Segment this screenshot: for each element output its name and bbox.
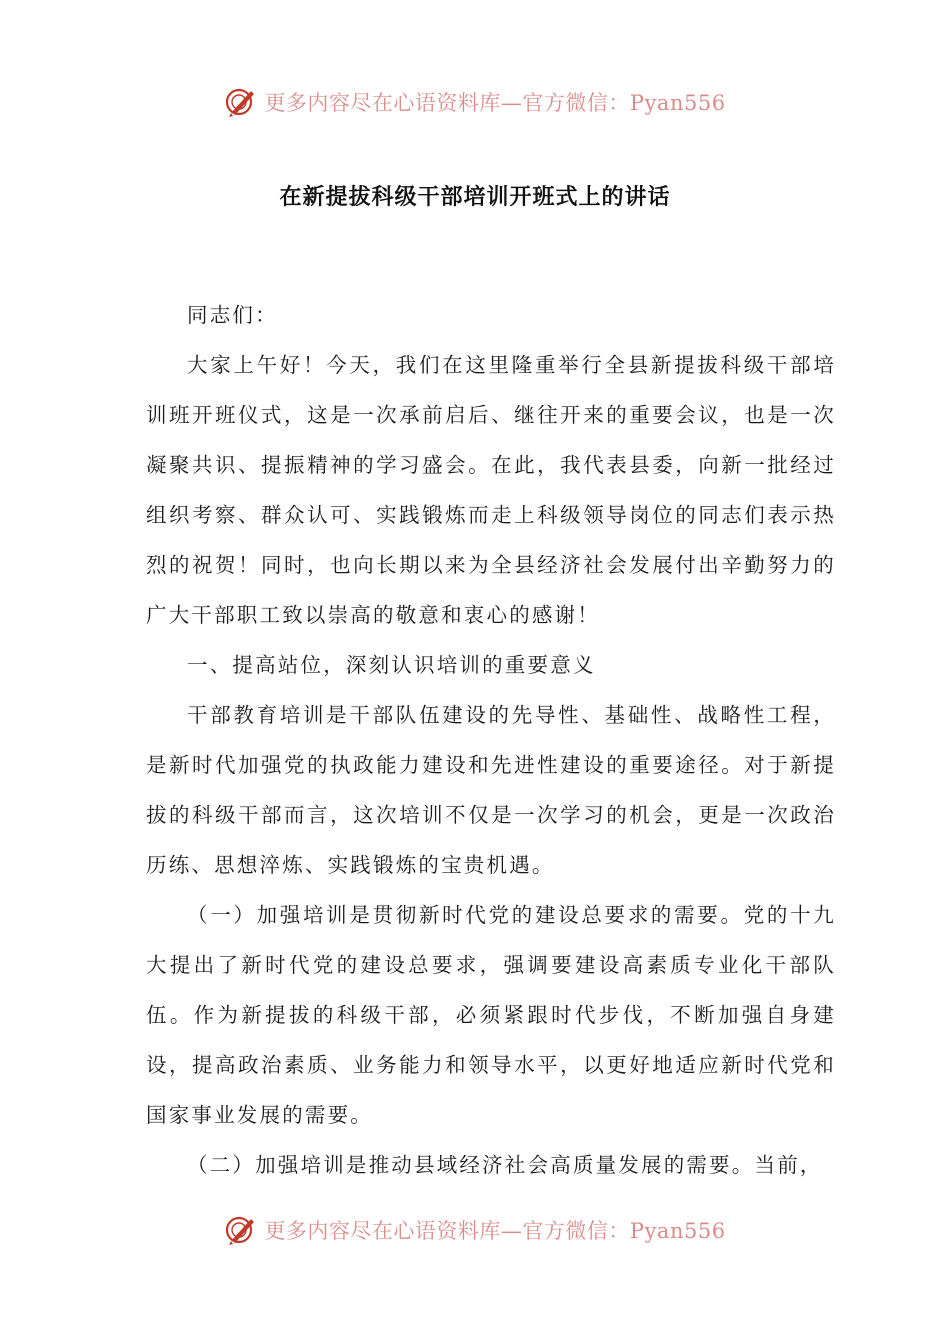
body-paragraph: 大家上午好！今天，我们在这里隆重举行全县新提拔科级干部培训班开班仪式，这是一次承前启后、继往开来的重要会议，也是一次凝聚共识、提振精神的学习盛会。在此，我代表县委，向新一批经过组织考察、群众认可、实践锻炼而走上科级领导岗位的同志们表示热烈的祝贺！同时，也向长期以来为全县经济社会发展付出辛勤努力的广大干部职工致以崇高的敬意和衷心的感谢！ — [146, 353, 836, 627]
document-body — [146, 290, 836, 1190]
footer-watermark-banner — [0, 1208, 950, 1252]
salutation: 同志们： — [187, 303, 278, 327]
footer-watermark-text: 更多内容尽在心语资料库—官方微信：Pyan556 — [264, 1219, 726, 1243]
pen-logo-icon — [224, 1213, 258, 1247]
body-paragraph: （二）加强培训是推动县域经济社会高质量发展的需要。当前， — [187, 1153, 823, 1177]
body-paragraph: （一）加强培训是贯彻新时代党的建设总要求的需要。党的十九大提出了新时代党的建设总要求，强调要建设高素质专业化干部队伍。作为新提拔的科级干部，必须紧跟时代步伐，不断加强自身建设，提高政治素质、业务能力和领导水平，以更好地适应新时代党和国家事业发展的需要。 — [146, 903, 836, 1127]
section-heading: 一、提高站位，深刻认识培训的重要意义 — [187, 653, 596, 677]
document-title: 在新提拔科级干部培训开班式上的讲话 — [279, 185, 671, 210]
body-paragraph: 干部教育培训是干部队伍建设的先导性、基础性、战略性工程，是新时代加强党的执政能力建设和先进性建设的重要途径。对于新提拔的科级干部而言，这次培训不仅是一次学习的机会，更是一次政治历练、思想淬炼、实践锻炼的宝贵机遇。 — [146, 703, 836, 877]
header-watermark-banner — [0, 80, 950, 124]
header-watermark-text: 更多内容尽在心语资料库—官方微信：Pyan556 — [264, 91, 726, 115]
pen-logo-icon — [224, 85, 258, 119]
